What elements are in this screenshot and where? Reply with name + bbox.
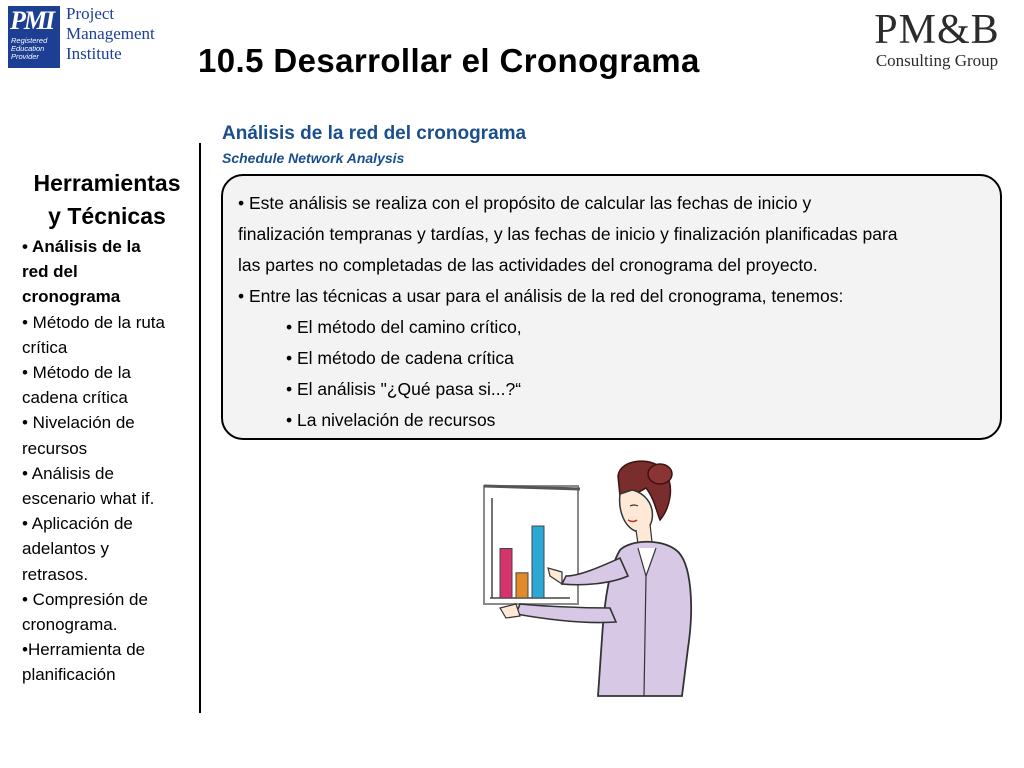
- list-item: cronograma: [22, 287, 121, 307]
- chart-bar: [516, 573, 528, 598]
- page-title: 10.5 Desarrollar el Cronograma: [198, 42, 700, 79]
- list-item: • Nivelación de: [22, 413, 135, 433]
- list-item: planificación: [22, 665, 116, 685]
- list-item: •Herramienta de: [22, 640, 146, 660]
- presenter-with-bar-chart-icon: [470, 458, 700, 703]
- list-item: cronograma.: [22, 615, 118, 635]
- tools-heading-line: y Técnicas: [48, 203, 166, 229]
- list-item: • Aplicación de: [22, 514, 133, 534]
- pmi-word: Project: [66, 4, 115, 23]
- chart-bar: [500, 549, 512, 599]
- section-subtitle-english: Schedule Network Analysis: [222, 150, 405, 166]
- list-item: red del: [22, 262, 78, 282]
- list-item: escenario what if.: [22, 489, 155, 509]
- pmi-word: Management: [66, 24, 155, 43]
- list-item: • Método de la: [22, 363, 131, 383]
- content-line: las partes no completadas de las actividades del cronograma del proyecto.: [238, 255, 818, 275]
- list-item: adelantos y: [22, 539, 109, 559]
- section-title: Análisis de la red del cronograma: [222, 123, 527, 144]
- chart-bar: [532, 526, 544, 598]
- pmi-badge-line: Registered: [11, 36, 48, 45]
- pmi-badge-text: [11, 37, 47, 62]
- pmb-logo-mark: PM&B: [874, 7, 1000, 53]
- pmi-wordmark: [66, 4, 155, 64]
- pmi-logo: [4, 4, 155, 70]
- content-line: • Entre las técnicas a usar para el análisis de la red del cronograma, tenemos:: [238, 286, 844, 306]
- pmi-mark: PMI: [10, 6, 54, 35]
- content-text: [238, 188, 998, 436]
- content-sub-item: • El método de cadena crítica: [286, 348, 514, 368]
- list-item: • Compresión de: [22, 589, 148, 609]
- list-item: crítica: [22, 337, 68, 357]
- content-line: • Este análisis se realiza con el propósito de calcular las fechas de inicio y: [238, 193, 812, 213]
- pmi-word: Institute: [66, 44, 122, 63]
- list-item: • Análisis de la: [22, 237, 141, 256]
- content-sub-item: • El análisis "¿Qué pasa si...?“: [286, 379, 522, 399]
- pmb-logo: [862, 8, 1012, 72]
- pmi-badge: [8, 6, 60, 68]
- vertical-divider: [199, 143, 201, 713]
- content-sub-item: • La nivelación de recursos: [286, 410, 496, 430]
- content-line: finalización tempranas y tardías, y las fechas de inicio y finalización planificadas para: [238, 224, 898, 244]
- pmi-badge-line: Education: [11, 44, 45, 54]
- tools-list: [22, 234, 197, 688]
- pmb-logo-tagline: Consulting Group: [875, 51, 999, 70]
- list-item: • Método de la ruta: [22, 312, 165, 332]
- tools-heading-line: Herramientas: [33, 170, 181, 196]
- list-item: retrasos.: [22, 564, 89, 584]
- list-item: cadena crítica: [22, 388, 128, 408]
- pmi-badge-line: Provider: [11, 52, 39, 62]
- chart-board: [484, 486, 580, 604]
- tools-heading: [22, 167, 192, 233]
- content-sub-item: • El método del camino crítico,: [286, 317, 522, 337]
- list-item: recursos: [22, 438, 88, 458]
- list-item: • Análisis de: [22, 463, 114, 483]
